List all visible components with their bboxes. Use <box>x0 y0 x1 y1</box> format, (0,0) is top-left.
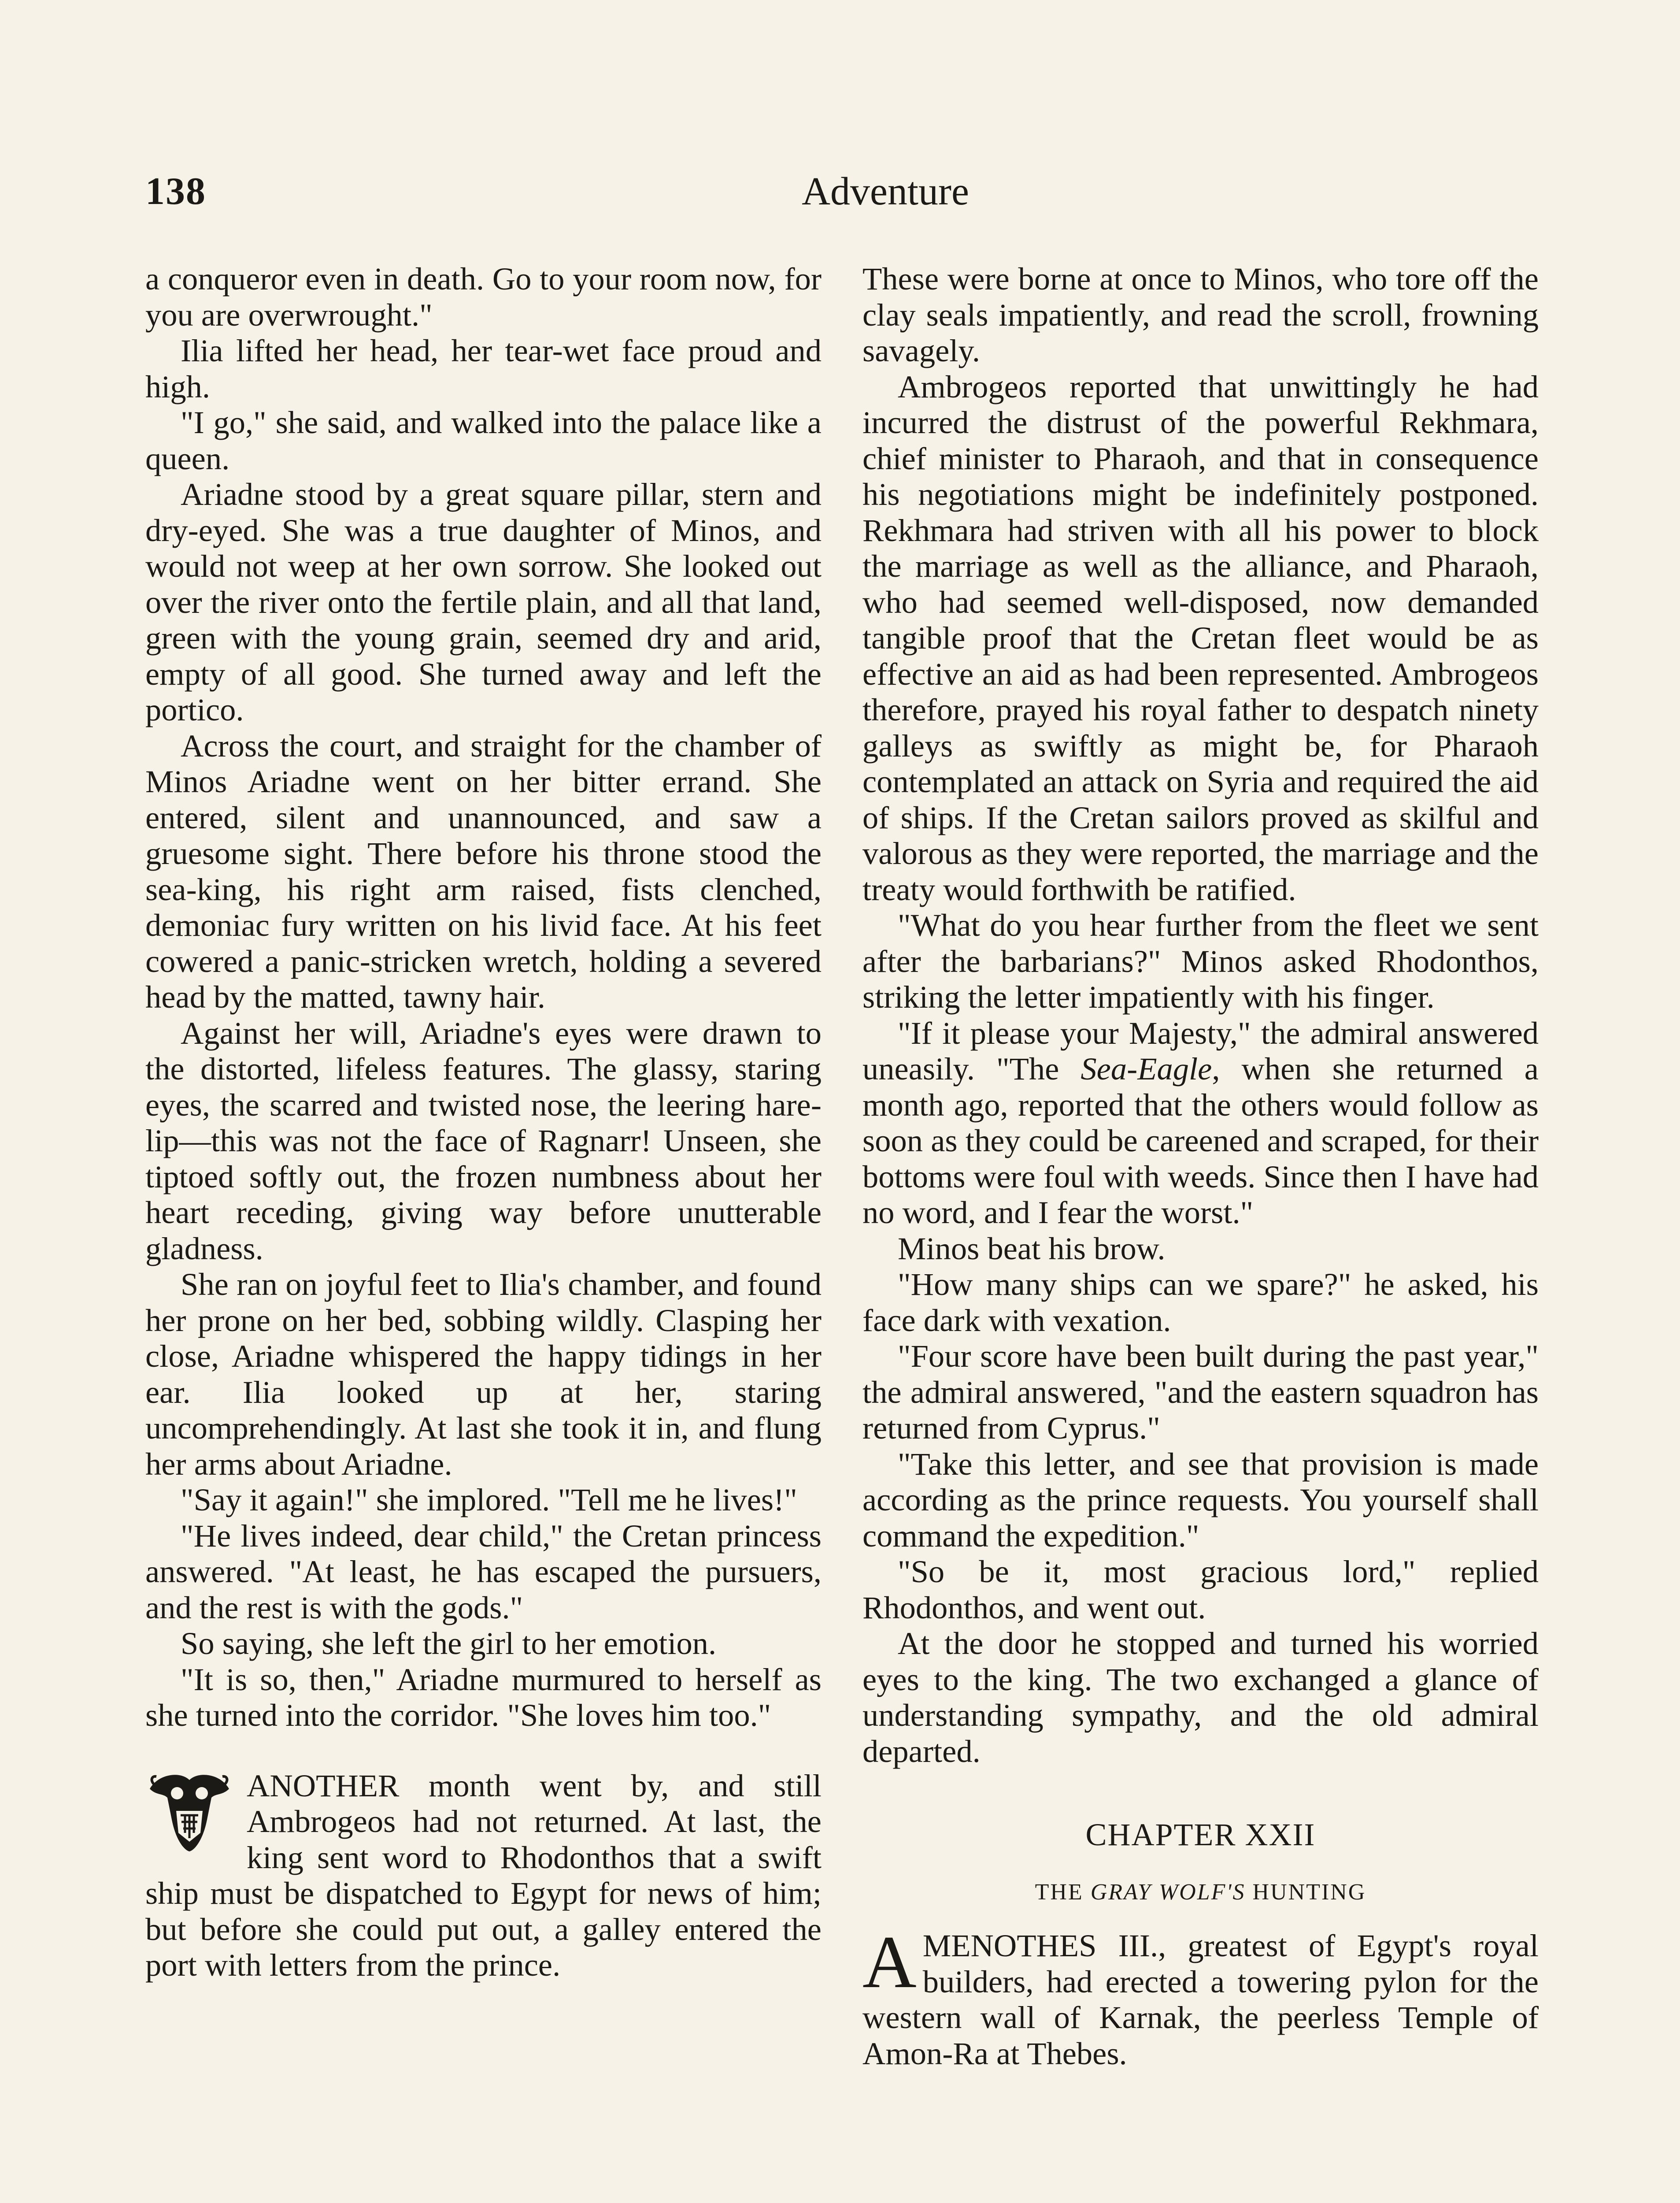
drop-cap: A <box>862 1921 917 2003</box>
paragraph: "Take this letter, and see that provision is made according as the prince requests. You yourself shall command the expedition." <box>862 1446 1539 1554</box>
paragraph: "Say it again!" she implored. "Tell me he lives!" <box>181 1482 797 1517</box>
paragraph: "So be it, most gracious lord," replied Rhodonthos, and went out. <box>862 1554 1539 1625</box>
paragraph: Across the court, and straight for the chamber of Minos Ariadne went on her bitter errand. She entered, silent and unannounced, and saw a gruesome sight. There before his throne stood the sea-king, his right arm raised, fists clenched, demoniac fury written on his livid face. At his feet cowered a panic-stricken wretch, holding a severed head by the matted, tawny hair. <box>145 727 821 1015</box>
paragraph: So saying, she left the girl to her emotion. <box>181 1625 717 1661</box>
page-header <box>145 167 1533 234</box>
paragraph: Minos beat his brow. <box>898 1230 1166 1266</box>
paragraph: At the door he stopped and turned his worried eyes to the king. The two exchanged a glance of understanding sympathy, and the old admiral departed. <box>862 1625 1539 1769</box>
paragraph: She ran on joyful feet to Ilia's chamber, and found her prone on her bed, sobbing wildly. Clasping her close, Ariadne whispered the happy tidings in her ear. Ilia looked up at her, staring uncomprehendingly. At last she took it in, and flung her arms about Ariadne. <box>145 1266 821 1482</box>
chapter-title: CHAPTER XXII <box>1085 1817 1316 1852</box>
paragraph: "What do you hear further from the fleet we sent after the barbarians?" Minos asked Rhodonthos, striking the letter impatiently with his finger. <box>862 907 1539 1015</box>
right-column <box>862 261 1539 2071</box>
left-column <box>145 261 821 1983</box>
chapter-opening <box>862 1921 1539 2071</box>
paragraph: Ilia lifted her head, her tear-wet face proud and high. <box>145 333 821 404</box>
paragraph: "He lives indeed, dear child," the Cretan princess answered. "At least, he has escaped the pursuers, and the rest is with the gods." <box>145 1517 821 1625</box>
paragraph: Ambrogeos reported that unwittingly he had incurred the distrust of the powerful Rekhmara, chief minister to Pharaoh, and that in consequence his negotiations might be indefinitely postponed. Rekhmara had striven with all his power to block the marriage as well as the alliance, and Pharaoh, who had seemed well-disposed, now demanded tangible proof that the Cretan fleet would be as effective an aid as had been represented. Ambrogeos therefore, prayed his royal father to despatch ninety galleys as swiftly as might be, for Pharaoh contemplated an attack on Syria and required the aid of ships. If the Cretan sailors proved as skilful and valorous as they were reported, the marriage and the treaty would forthwith be ratified. <box>862 368 1539 907</box>
section-break-paragraph <box>145 1768 821 1983</box>
paragraph: These were borne at once to Minos, who tore off the clay seals impatiently, and read the scroll, frowning savagely. <box>862 261 1539 368</box>
ship-name: Sea-Eagle <box>1081 1051 1212 1087</box>
subtitle-part: THE <box>1035 1880 1091 1905</box>
chapter-subtitle <box>862 1878 1539 1906</box>
paragraph: Ariadne stood by a great square pillar, stern and dry-eyed. She was a true daughter of Minos, and would not weep at her own sorrow. She looked out over the river onto the fertile plain, and all that land, green with the young grain, seemed dry and arid, empty of all good. She turned away and left the portico. <box>145 476 821 727</box>
paragraph: MENOTHES III., greatest of Egypt's royal builders, had erected a towering pylon for the western wall of Karnak, the peerless Temple of Amon-Ra at Thebes. <box>862 1928 1539 2071</box>
paragraph: "How many ships can we spare?" he asked, his face dark with vexation. <box>862 1266 1539 1338</box>
text-run: , when she returned a month ago, reported that the others would follow as soon as they could be careened and scraped, for their bottoms were foul with weeds. Since then I have had no word, and I fear the worst." <box>862 1051 1539 1230</box>
decorative-mask-ornament-icon <box>145 1771 233 1853</box>
subtitle-part: HUNTING <box>1245 1880 1366 1905</box>
paragraph: a conqueror even in death. Go to your room now, for you are overwrought." <box>145 261 821 333</box>
paragraph <box>862 1015 1539 1231</box>
paragraph: "It is so, then," Ariadne murmured to herself as she turned into the corridor. "She loves him too." <box>145 1661 821 1733</box>
paragraph: ANOTHER month went by, and still Ambrogeos had not returned. At last, the king sent word to Rhodonthos that a swift ship must be dispatched to Egypt for news of him; but before she could put out, a galley entered the port with letters from the prince. <box>145 1767 821 1983</box>
subtitle-italic: GRAY WOLF'S <box>1090 1880 1246 1905</box>
page-number: 138 <box>145 170 206 213</box>
text-run: "If it please your Majesty," the admiral answered uneasily. "The <box>862 1015 1539 1087</box>
running-title: Adventure <box>802 170 969 213</box>
paragraph: "Four score have been built during the past year," the admiral answered, "and the eastern squadron has returned from Cyprus." <box>862 1338 1539 1446</box>
paragraph: "I go," she said, and walked into the palace like a queen. <box>145 404 821 476</box>
paragraph: Against her will, Ariadne's eyes were drawn to the distorted, lifeless features. The glassy, staring eyes, the scarred and twisted nose, the leering hare-lip—this was not the face of Ragnarr! Unseen, she tiptoed softly out, the frozen numbness about her heart receding, giving way before unutterable gladness. <box>145 1015 821 1266</box>
